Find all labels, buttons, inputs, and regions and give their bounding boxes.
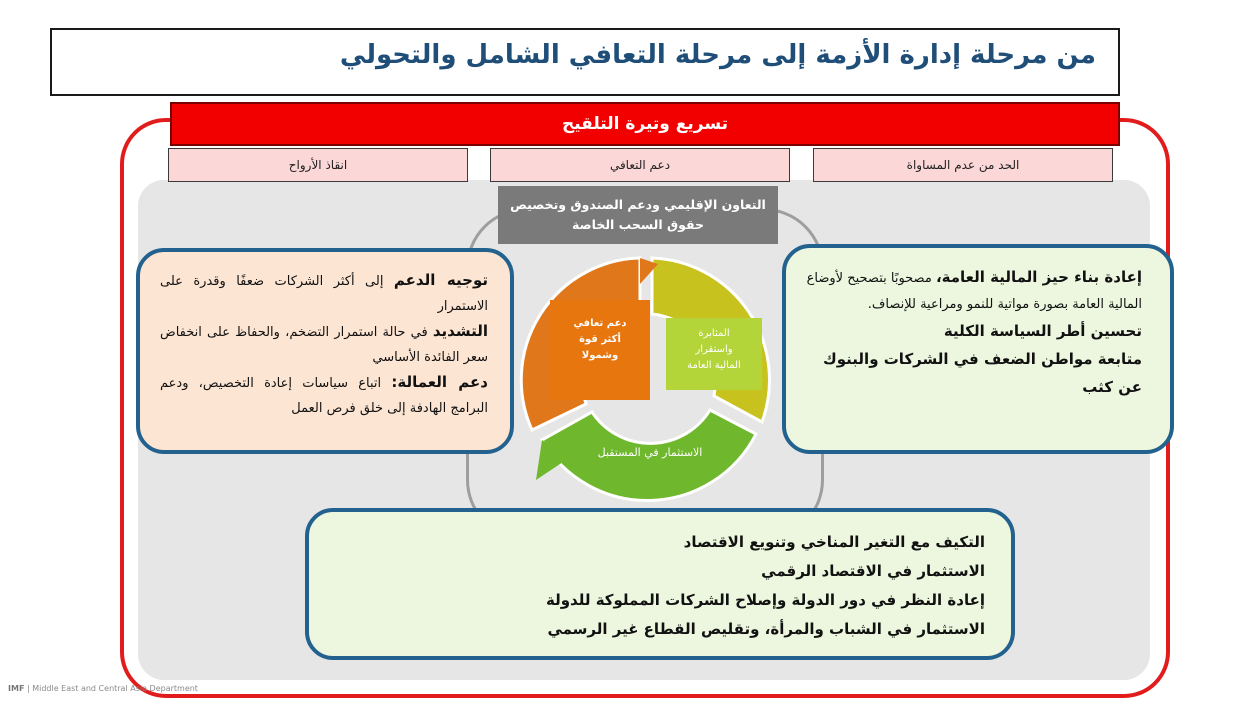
callout-left-item1: توجيه الدعم إلى أكثر الشركات ضعفًا وقدرة على الاستمرار [160,271,488,314]
callout-left-item2: التشديد في حالة استمرار التضخم، والحفاظ على انخفاض سعر الفائدة الأساسي [160,322,488,365]
cycle-label-yellow [668,326,760,374]
callout-right-item2: تحسين أطر السياسة الكلية [943,322,1142,340]
slide-title: من مرحلة إدارة الأزمة إلى مرحلة التعافي الشامل والتحولي [50,28,1120,96]
regional-cooperation-line2: حقوق السحب الخاصة [571,217,704,232]
callout-support-policies [136,248,514,454]
callout-bottom-item1: التكيف مع التغير المناخي وتنويع الاقتصاد [683,533,985,551]
callout-bottom-item2: الاستثمار في الاقتصاد الرقمي [761,562,985,580]
callout-right-item1: إعادة بناء حيز المالية العامة، مصحوبًا بتصحيح لأوضاع المالية العامة بصورة مواتية للنمو ومراعية للإنصاف. [806,268,1142,312]
vaccination-banner: تسريع وتيرة التلقيح [170,102,1120,146]
slide-footer [8,684,198,693]
regional-cooperation-line1: التعاون الإقليمي ودعم الصندوق وتخصيص [510,197,766,212]
cycle-yellow-line2: واستقرار [695,344,733,355]
callout-right-item3: متابعة مواطن الضعف في الشركات والبنوك عن كثب [823,350,1142,396]
pillar-reduce-inequality: الحد من عدم المساواة [813,148,1113,182]
callout-left-item3: دعم العمالة: اتباع سياسات إعادة التخصيص، ودعم البرامج الهادفة إلى خلق فرص العمل [160,373,488,416]
regional-cooperation-box [498,186,778,244]
callout-bottom-item3: إعادة النظر في دور الدولة وإصلاح الشركات المملوكة للدولة [546,591,985,609]
pillar-save-lives: انقاذ الأرواح [168,148,468,182]
cycle-diagram [500,244,800,514]
pillar-support-recovery: دعم التعافي [490,148,790,182]
cycle-yellow-line1: المثابرة [698,328,730,339]
cycle-orange-line1: دعم تعافي [573,318,627,329]
footer-dept: | Middle East and Central Asia Department [24,684,198,693]
cycle-orange-line2: أكثر قوة [579,334,621,345]
callout-bottom-item4: الاستثمار في الشباب والمرأة، وتقليص القطاع غير الرسمي [547,620,985,638]
cycle-label-orange [552,316,648,364]
footer-org: IMF [8,684,25,693]
cycle-yellow-line3: المالية العامة [687,360,741,371]
callout-fiscal-policies [782,244,1174,454]
cycle-label-green: الاستثمار في المستقبل [597,446,703,459]
cycle-orange-line3: وشمولا [581,350,619,361]
callout-future-investment [305,508,1015,660]
